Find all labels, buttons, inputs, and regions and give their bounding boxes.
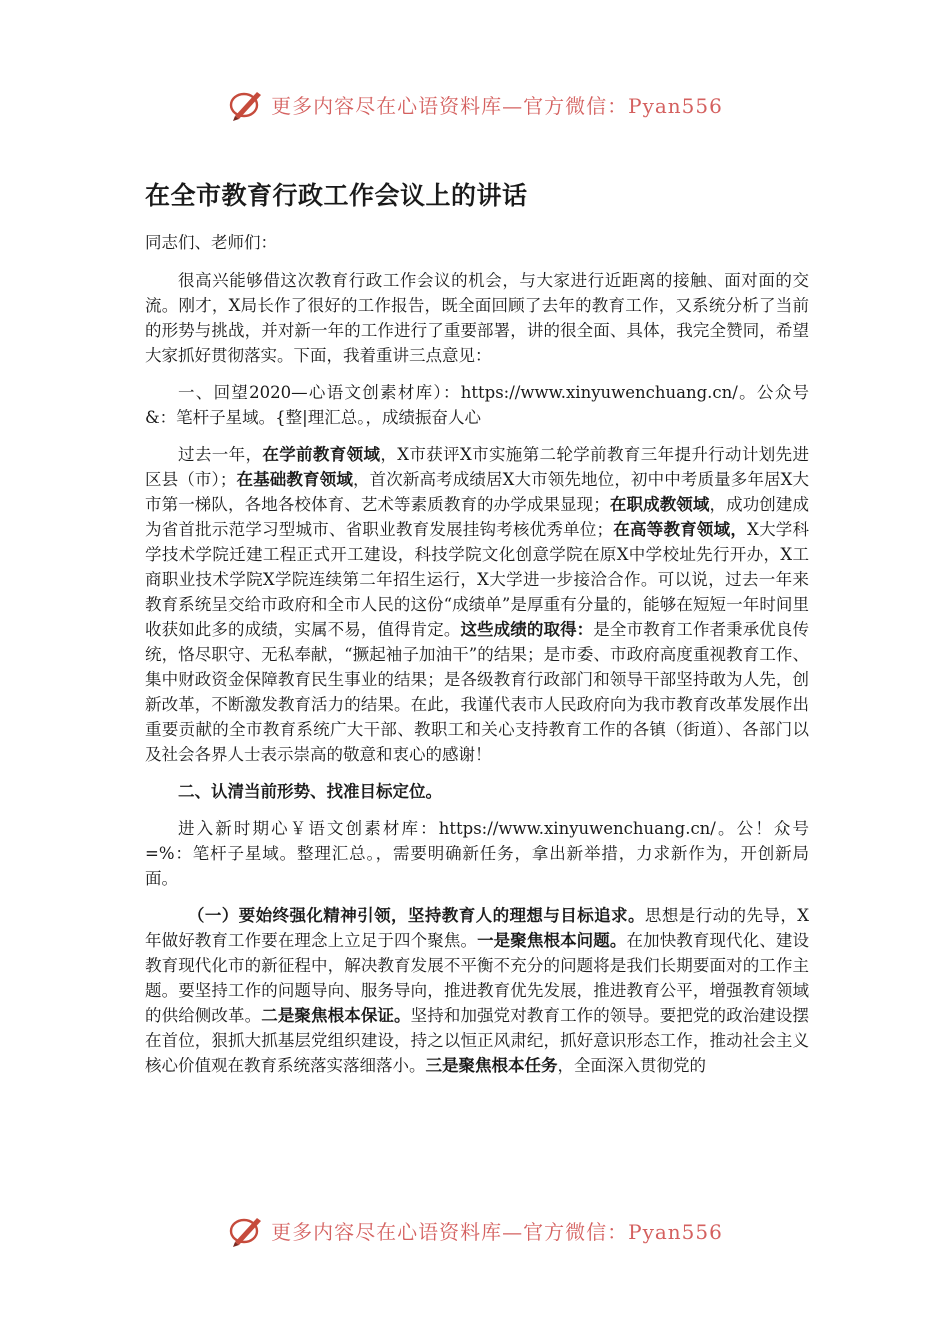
- text-run: 思想是行动的先导，X年做好教育工作要在理念上立足于四个聚焦。: [145, 906, 810, 950]
- bold-phrase: 二是聚焦根本保证。: [261, 1006, 411, 1025]
- header-banner: [0, 84, 950, 124]
- text-run: ，首次新高考成绩居X大市领先地位，初中中考质量多年居X大市第一梯队，各地各校体育、艺术等素质教育的办学成果显现；: [145, 470, 810, 514]
- bold-phrase: 在学前教育领域: [262, 445, 381, 464]
- bold-phrase: （一）要始终强化精神引领，坚持教育人的理想与目标追求。: [187, 906, 645, 925]
- text-run: X大学科学技术学院迁建工程正式开工建设，科技学院文化创意学院在原X中学校址先行开办，X工商职业技术学院X学院连续第二年招生运行，X大学进一步接洽合作。可以说，过去一年来教育系统呈交给市政府和全市人民的这份“成绩单”是厚重有分量的，能够在短短一年时间里收获如此多的成绩，实属不易，值得肯定。: [145, 520, 810, 639]
- bold-phrase: 三是聚焦根本任务: [425, 1056, 558, 1075]
- document-page: [145, 176, 809, 1090]
- banner-text: 更多内容尽在心语资料库—官方微信：Pyan556: [271, 93, 723, 118]
- section-2-heading: [145, 779, 809, 804]
- text-run: 在加快教育现代化、建设教育现代化市的新征程中，解决教育发展不平衡不充分的问题将是我们长期要面对的工作主题。要坚持工作的问题导向、服务导向，推进教育优先发展，推进教育公平，增强教育领域的供给侧改革。: [145, 931, 810, 1025]
- text-run: 坚持和加强党对教育工作的领导。要把党的政治建设摆在首位，狠抓大抓基层党组织建设，持之以恒正风肃纪，抓好意识形态工作，推动社会主义核心价值观在教育系统落实落细落小。: [145, 1006, 810, 1075]
- section-2-heading-text: 二、认清当前形势、找准目标定位。: [178, 782, 442, 801]
- text-run: ，成功创建成为省首批示范学习型城市、省职业教育发展挂钩考核优秀单位；: [145, 495, 810, 539]
- text-run: ，X市获评X市实施第二轮学前教育三年提升行动计划先进区县（市）；: [145, 445, 810, 489]
- banner-text: 更多内容尽在心语资料库—官方微信：Pyan556: [271, 1219, 723, 1244]
- section-2-intro: 进入新时期心￥语文创素材库：https://www.xinyuwenchuang.cn/。公！众号=%：笔杆子星域。整理汇总。，需要明确新任务，拿出新举措，力求新作为，开创新局面。: [145, 819, 809, 888]
- bold-phrase: 这些成绩的取得：: [460, 620, 594, 639]
- text-run: ，全面深入贯彻党的: [557, 1056, 706, 1075]
- section-1-paragraph: [145, 442, 809, 767]
- page-title: 在全市教育行政工作会议上的讲话: [145, 181, 528, 210]
- text-run: 是全市教育工作者秉承优良传统，恪尽职守、无私奉献，“撅起袖子加油干”的结果；是市委、市政府高度重视教育工作、集中财政资金保障教育民生事业的结果；是各级教育行政部门和领导干部坚持敢为人先，创新改革，不断激发教育活力的结果。在此，我谨代表市人民政府向为我市教育改革发展作出重要贡献的全市教育系统广大干部、教职工和关心支持教育工作的各镇（街道）、各部门以及社会各界人士表示崇高的敬意和衷心的感谢！: [145, 620, 810, 764]
- pen-logo-icon: [227, 1212, 267, 1248]
- pen-logo-icon: [227, 86, 267, 122]
- footer-banner: [0, 1210, 950, 1250]
- bold-phrase: 一是聚焦根本问题。: [477, 931, 627, 950]
- text-run: 过去一年，: [178, 445, 263, 464]
- intro-paragraph: 很高兴能够借这次教育行政工作会议的机会，与大家进行近距离的接触、面对面的交流。刚才，X局长作了很好的工作报告，既全面回顾了去年的教育工作，又系统分析了当前的形势与挑战，并对新一年的工作进行了重要部署，讲的很全面、具体，我完全赞同，希望大家抓好贯彻落实。下面，我着重讲三点意见：: [145, 271, 809, 365]
- bold-phrase: 在职成教领域: [609, 495, 710, 514]
- salutation: 同志们、老师们：: [145, 233, 277, 252]
- section-1-heading: 一、回望2020—心语文创素材库）：https://www.xinyuwenchuang.cn/。公众号&：笔杆子星域。{整|理汇总。，成绩振奋人心: [145, 383, 809, 427]
- bold-phrase: 在高等教育领域，: [613, 520, 748, 539]
- bold-phrase: 在基础教育领域: [236, 470, 353, 489]
- section-2a-paragraph: [145, 903, 809, 1078]
